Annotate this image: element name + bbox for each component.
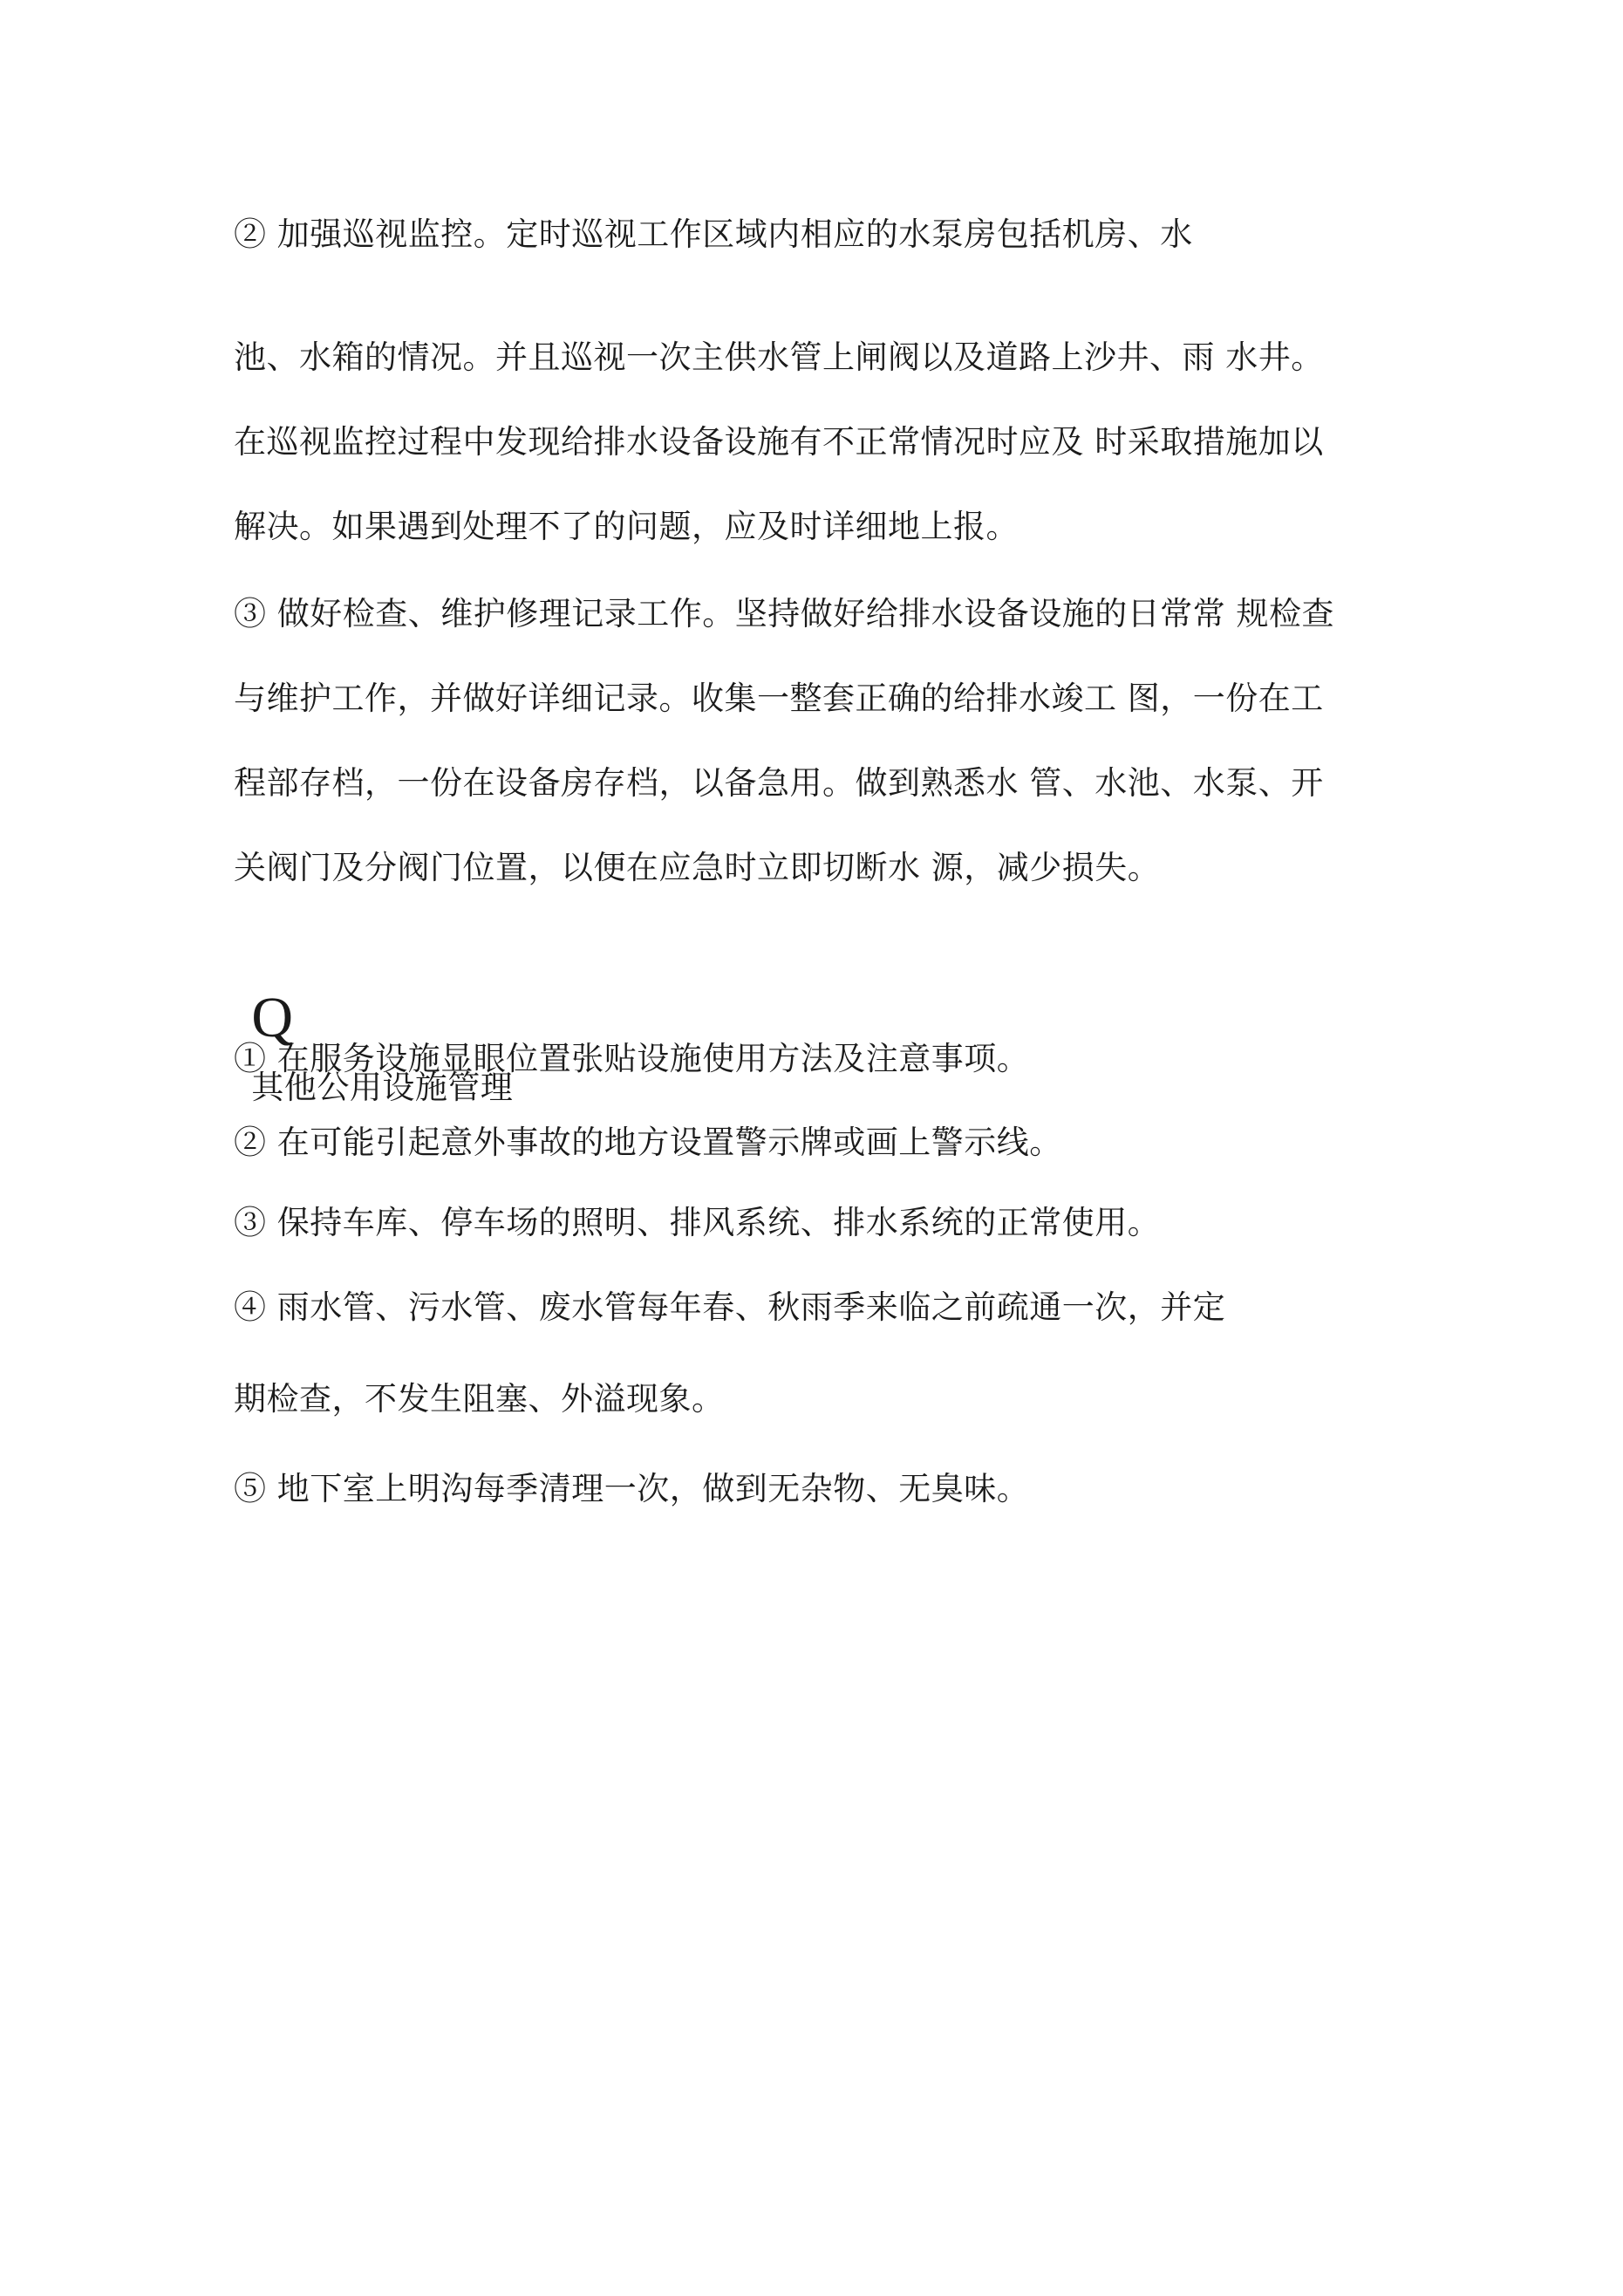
paragraph-line-4: 解决。如果遇到处理不了的问题，应及时详细地上报。 <box>234 508 1019 545</box>
paragraph-line-6: 与维护工作，并做好详细记录。收集一整套正确的给排水竣工 图，一份在工 <box>234 680 1324 717</box>
list-item-4: ④ 雨水管、污水管、废水管每年春、秋雨季来临之前疏通一次，并定 <box>234 1288 1226 1326</box>
paragraph-line-1: ② 加强巡视监控。定时巡视工作区域内相应的水泵房包括机房、水 <box>234 215 1193 253</box>
list-item-4-continued: 期检查，不发生阻塞、外溢现象。 <box>234 1380 725 1418</box>
list-item-2: ② 在可能引起意外事故的地方设置警示牌或画上警示线。 <box>234 1124 1062 1161</box>
section-marker: Q <box>251 986 294 1049</box>
list-item-3: ③ 保持车库、停车场的照明、排风系统、排水系统的正常使用。 <box>234 1204 1161 1241</box>
section-title: 其他公用设施管理 <box>251 1069 514 1106</box>
paragraph-line-5: ③ 做好检查、维护修理记录工作。坚持做好给排水设备设施的日常常 规检查 <box>234 595 1335 632</box>
list-item-1: ① 在服务设施显眼位置张贴设施使用方法及注意事项。 <box>234 1040 1030 1077</box>
paragraph-line-8: 关阀门及分阀门位置，以便在应急时立即切断水 源，减少损失。 <box>234 849 1161 886</box>
paragraph-line-3: 在巡视监控过程中发现给排水设备设施有不正常情况时应及 时采取措施加以 <box>234 423 1324 461</box>
paragraph-line-7: 程部存档，一份在设备房存档，以备急用。做到熟悉水 管、水池、水泵、开 <box>234 764 1324 802</box>
paragraph-line-2: 池、水箱的情况。并且巡视一次主供水管上闸阀以及道路上沙井、雨 水井。 <box>234 338 1324 376</box>
list-item-5: ⑤ 地下室上明沟每季清理一次，做到无杂物、无臭味。 <box>234 1470 1030 1507</box>
